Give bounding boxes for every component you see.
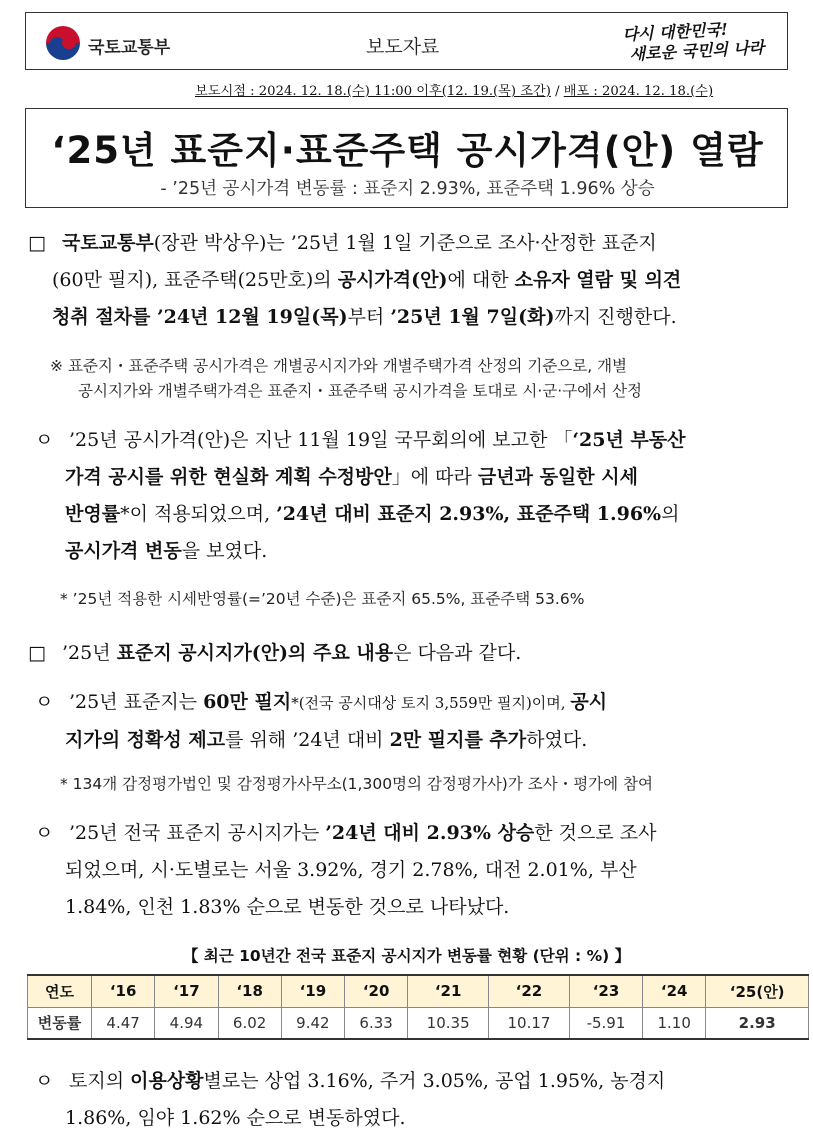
date-separator: / [550,84,564,99]
table-header-cell: ‘23 [569,975,642,1007]
bullet-marker: ㅇ [35,691,54,713]
distribution-date: 배포 : 2024. 12. 18.(수) [563,84,714,99]
text: (장관 박상우)는 ’25년 1월 1일 기준으로 조사·산정한 표준지 [153,232,657,254]
note-text: 공시지가와 개별주택가격은 표준지・표준주택 공시가격을 토대로 시·군·구에서 산정 [78,382,643,400]
table-row-label: 변동률 [28,1007,92,1039]
text-bold: 60만 필지 [203,691,292,713]
text: 은 다음과 같다. [393,642,522,664]
release-date-bar [195,80,785,99]
bullet-marker: ㅇ [35,1070,54,1092]
bullet4-paragraph [35,1063,665,1137]
page-subtitle: - ’25년 공시가격 변동률 : 표준지 2.93%, 표준주택 1.96% 상승 [160,179,655,199]
text-bold: 청취 절차를 ’24년 12월 19일(목) [52,306,348,328]
table-header-cell: 연도 [28,975,92,1007]
text-bold: 지가의 정확성 제고 [65,729,226,751]
text-bold: 가격 공시를 위한 현실화 계획 수정방안 [65,466,392,488]
rate-change-table [27,974,809,1040]
table-header-cell: ‘19 [281,975,344,1007]
ministry-logo-icon [46,26,80,60]
text-bold: 국토교통부 [62,232,154,254]
table-caption: 【 최근 10년간 전국 표준지 공시지가 변동률 현황 (단위 : %) 】 [182,947,631,965]
text: 한 것으로 조사 [534,822,657,844]
page-title: ‘25년 표준지·표준주택 공시가격(안) 열람 [51,129,764,172]
text: ’25년 표준지는 [69,691,204,713]
text: *(전국 공시대상 토지 3,559만 필지)이며, [291,694,571,712]
embargo-time: 보도시점 : 2024. 12. 18.(수) 11:00 이후(12. 19.(목) 조간) [195,84,551,99]
text-bold: ’24년 대비 표준지 2.93%, 표준주택 1.96% [276,503,662,525]
text: 의 [661,503,680,525]
text-bold: 공시가격(안) [337,269,448,291]
table-cell: 4.94 [155,1007,218,1039]
org-name: 국토교통부 [88,38,171,58]
table-cell: 6.33 [345,1007,408,1039]
bullet2-paragraph [35,684,607,759]
text: ’25년 [62,642,117,664]
text-bold: 이용상황 [130,1070,204,1092]
text: 1.84%, 인천 1.83% 순으로 변동한 것으로 나타났다. [65,896,510,918]
table-cell: 10.35 [408,1007,489,1039]
table-header-row [28,975,809,1007]
table-header-cell: ‘16 [92,975,155,1007]
bullet3-paragraph [35,815,657,926]
title-box [25,108,788,208]
text: 토지의 [69,1070,131,1092]
doc-type-label: 보도자료 [366,36,440,58]
table-header-cell: ‘18 [218,975,281,1007]
text: 까지 진행한다. [554,306,677,328]
text-bold: 소유자 열람 및 의견 [514,269,682,291]
bullet-marker: ㅇ [35,822,54,844]
text-bold: 금년과 동일한 시세 [477,466,638,488]
section1-note [50,354,642,404]
text-bold: ’24년 대비 2.93% 상승 [325,822,535,844]
table-header-cell: ‘25(안) [706,975,809,1007]
text: 하였다. [526,729,588,751]
note-marker: ※ [50,357,63,375]
table-header-cell: ‘20 [345,975,408,1007]
slogan [622,17,784,65]
text: 에 대한 [447,269,515,291]
table-cell: 10.17 [489,1007,570,1039]
table-header-cell: ‘24 [643,975,706,1007]
text: 을 보였다. [181,540,268,562]
text: 부터 [347,306,391,328]
text-bold: ’25년 1월 7일(화) [390,306,555,328]
text: 1.86%, 임야 1.62% 순으로 변동하였다. [65,1107,406,1129]
section1-paragraph [28,225,681,336]
slogan-line-1: 다시 대한민국! [622,19,729,45]
table-header-cell: ‘21 [408,975,489,1007]
section2-paragraph [28,635,521,672]
text: *이 적용되었으며, [120,503,277,525]
table-cell: 6.02 [218,1007,281,1039]
table-cell: 2.93 [706,1007,809,1039]
text-bold: 공시가격 변동 [65,540,182,562]
note-text: 표준지・표준주택 공시가격은 개별공시지가와 개별주택가격 산정의 기준으로, 개별 [67,357,628,375]
text-bold: ‘25년 부동산 [572,429,686,451]
text-bold: 공시 [570,691,608,713]
text: 」에 따라 [391,466,478,488]
table-row [28,1007,809,1039]
table-cell: 4.47 [92,1007,155,1039]
table-cell: -5.91 [569,1007,642,1039]
bullet1-footnote: * ’25년 적용한 시세반영률(=’20년 수준)은 표준지 65.5%, 표준주택 53.6% [60,590,585,608]
text: ’25년 전국 표준지 공시지가는 [69,822,326,844]
text-bold: 2만 필지를 추가 [389,729,527,751]
slogan-line-2: 새로운 국민의 나라 [629,37,765,64]
text-bold: 표준지 공시지가(안)의 주요 내용 [116,642,394,664]
section-marker: □ [28,642,46,664]
header-box [25,12,788,70]
table-header-cell: ‘22 [489,975,570,1007]
table-cell: 1.10 [643,1007,706,1039]
text: ’25년 공시가격(안)은 지난 11월 19일 국무회의에 보고한 「 [69,429,573,451]
bullet2-footnote: * 134개 감정평가법인 및 감정평가사무소(1,300명의 감정평가사)가 조사・평가에 참여 [60,775,653,793]
text-bold: 반영률 [65,503,121,525]
section-marker: □ [28,232,46,254]
bullet-marker: ㅇ [35,429,54,451]
table-header-cell: ‘17 [155,975,218,1007]
text: 별로는 상업 3.16%, 주거 3.05%, 공업 1.95%, 농경지 [203,1070,666,1092]
text: 되었으며, 시·도별로는 서울 3.92%, 경기 2.78%, 대전 2.01%, 부산 [65,859,637,881]
bullet1-paragraph [35,422,686,570]
text: 를 위해 ’24년 대비 [225,729,390,751]
text: (60만 필지), 표준주택(25만호)의 [52,269,338,291]
table-cell: 9.42 [281,1007,344,1039]
